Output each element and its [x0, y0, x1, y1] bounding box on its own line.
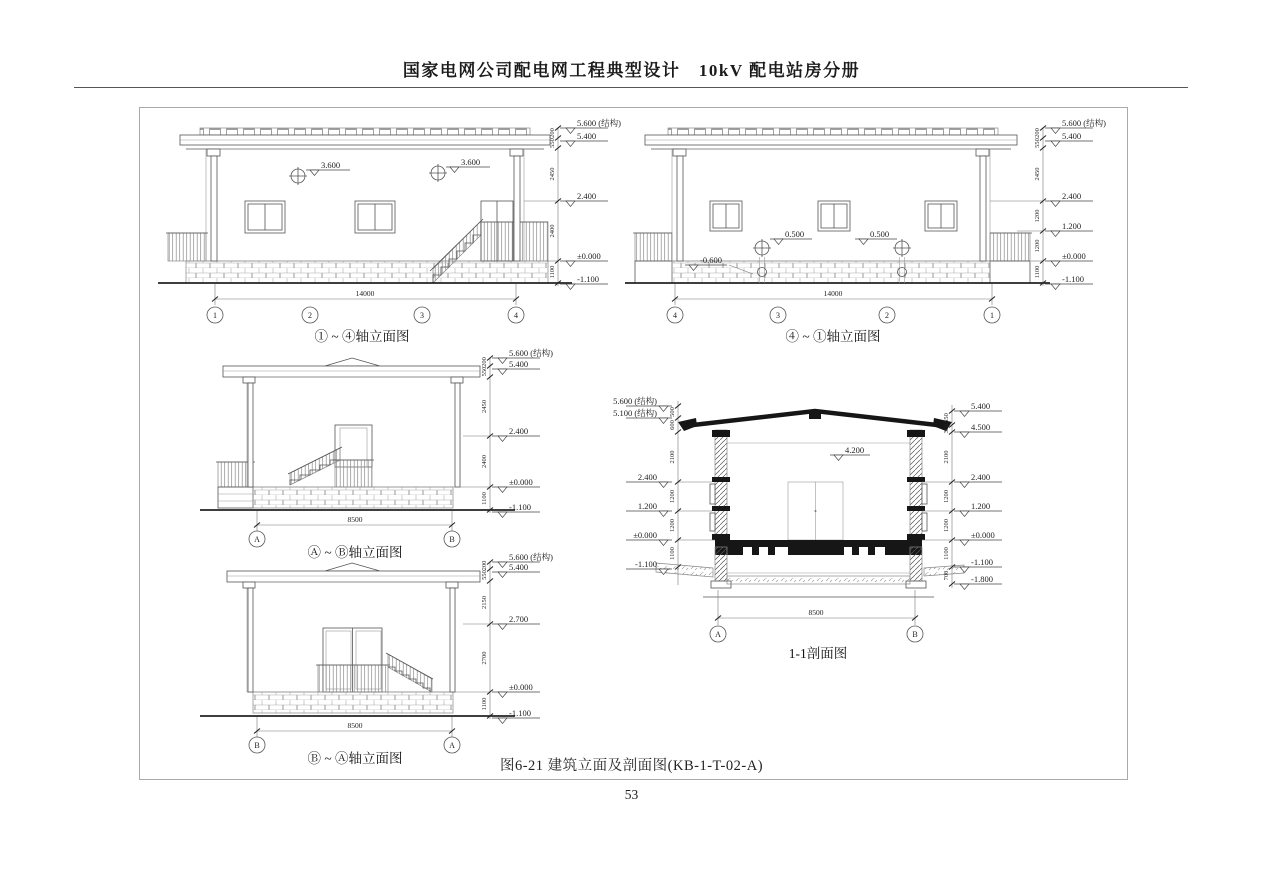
svg-text:1: 1: [990, 310, 994, 320]
brick-plinth: [253, 487, 453, 508]
svg-text:600: 600: [669, 420, 676, 430]
axis-bubble: [302, 307, 318, 323]
level-mark: [830, 445, 870, 461]
span-dimension: [212, 284, 519, 305]
axis-bubble: [444, 737, 460, 753]
window: [355, 201, 395, 233]
level-mark: [446, 157, 490, 173]
svg-text:B: B: [912, 629, 918, 639]
svg-text:1200: 1200: [1034, 239, 1041, 253]
level-mark: [492, 562, 540, 578]
axis-bubble: [508, 307, 524, 323]
svg-text:A: A: [449, 740, 455, 750]
svg-text:-1.800: -1.800: [971, 574, 993, 584]
railing: [316, 665, 390, 692]
svg-text:2100: 2100: [669, 450, 676, 464]
svg-text:0.500: 0.500: [870, 229, 890, 239]
axis-bubble: [710, 626, 726, 642]
svg-text:2450: 2450: [549, 167, 556, 181]
svg-text:2.400: 2.400: [1062, 191, 1082, 201]
level-mark: [560, 251, 608, 267]
svg-text:2.400: 2.400: [637, 472, 657, 482]
axis-bubble: [414, 307, 430, 323]
level-mark: [560, 191, 608, 207]
axis-bubble: [667, 307, 683, 323]
svg-text:1200: 1200: [669, 519, 676, 532]
elevation-1-4-drawing: [140, 108, 621, 358]
svg-text:4.500: 4.500: [971, 422, 991, 432]
svg-text:1200: 1200: [943, 490, 950, 503]
svg-text:2.700: 2.700: [509, 614, 529, 624]
svg-text:-1.100: -1.100: [1062, 274, 1084, 284]
level-mark: [1045, 191, 1093, 207]
svg-text:5.400: 5.400: [509, 562, 529, 572]
svg-text:1100: 1100: [669, 547, 676, 560]
level-mark: [1045, 131, 1093, 147]
svg-text:5.600 (结构): 5.600 (结构): [577, 118, 621, 128]
svg-text:1: 1: [213, 310, 217, 320]
svg-text:3.600: 3.600: [321, 160, 341, 170]
svg-text:-1.100: -1.100: [509, 502, 531, 512]
building-elevation: [158, 128, 572, 283]
svg-text:1100: 1100: [1034, 265, 1041, 279]
level-mark: [1045, 274, 1093, 290]
svg-text:2400: 2400: [549, 224, 556, 238]
level-mark: [492, 359, 540, 375]
svg-text:200: 200: [481, 560, 488, 571]
drawing-title: ① ~ ④轴立面图: [314, 329, 410, 344]
svg-text:3: 3: [776, 310, 780, 320]
svg-text:5.400: 5.400: [1062, 131, 1082, 141]
interior-door: [788, 482, 843, 540]
axis-bubble: [444, 531, 460, 547]
drawing-title: ④ ~ ①轴立面图: [785, 329, 881, 344]
downpipe-mark: [289, 167, 307, 185]
height-dimension-chain: [455, 560, 493, 720]
svg-text:550: 550: [1034, 138, 1041, 148]
svg-text:8500: 8500: [347, 515, 363, 524]
svg-text:±0.000: ±0.000: [971, 530, 995, 540]
svg-text:5.600 (结构): 5.600 (结构): [509, 552, 553, 562]
level-mark: [954, 574, 1002, 590]
level-mark: [954, 472, 1002, 488]
level-mark: [770, 229, 812, 245]
svg-text:2: 2: [885, 310, 889, 320]
column: [207, 149, 220, 261]
level-mark: [954, 422, 1002, 438]
level-mark: [1045, 251, 1093, 267]
svg-text:B: B: [254, 740, 260, 750]
figure-caption: 图6-21 建筑立面及剖面图(KB-1-T-02-A): [499, 758, 764, 774]
section-structure: [656, 410, 964, 597]
axis-bubble: [879, 307, 895, 323]
axis-bubble: [249, 531, 265, 547]
svg-text:2150: 2150: [481, 596, 488, 609]
railing: [990, 233, 1032, 283]
svg-text:5.600 (结构): 5.600 (结构): [509, 348, 553, 358]
svg-text:±0.000: ±0.000: [1062, 251, 1086, 261]
window: [245, 201, 285, 233]
svg-text:350: 350: [943, 423, 950, 434]
railing: [633, 233, 672, 283]
railing: [166, 233, 208, 261]
axis-bubble: [770, 307, 786, 323]
floor-slab: [715, 540, 922, 555]
svg-text:4: 4: [673, 310, 677, 320]
level-mark: [855, 229, 897, 245]
level-mark: [306, 160, 350, 176]
railing: [333, 460, 374, 487]
svg-text:2.400: 2.400: [509, 426, 529, 436]
svg-text:2.400: 2.400: [971, 472, 991, 482]
svg-text:1200: 1200: [1034, 209, 1041, 223]
column: [673, 149, 686, 261]
svg-text:A: A: [715, 629, 721, 639]
svg-text:8500: 8500: [347, 721, 363, 730]
svg-text:550: 550: [549, 138, 556, 148]
level-mark: [492, 682, 540, 698]
svg-text:2400: 2400: [481, 455, 488, 468]
svg-text:±0.000: ±0.000: [577, 251, 601, 261]
svg-text:550: 550: [481, 570, 488, 580]
svg-text:±0.000: ±0.000: [509, 682, 533, 692]
wall-section: [907, 430, 927, 540]
svg-text:2450: 2450: [481, 400, 488, 413]
svg-text:5.600 (结构): 5.600 (结构): [613, 396, 657, 406]
svg-text:3.600: 3.600: [461, 157, 481, 167]
svg-text:5.100 (结构): 5.100 (结构): [613, 408, 657, 418]
svg-text:4.200: 4.200: [845, 445, 865, 455]
svg-text:550: 550: [481, 366, 488, 377]
column: [446, 582, 458, 692]
elevation-a-b-drawing: [185, 345, 555, 560]
span-dimension: [254, 511, 455, 531]
svg-text:B: B: [449, 534, 455, 544]
svg-text:2.400: 2.400: [577, 191, 597, 201]
window: [925, 201, 957, 231]
span-dimension: [672, 284, 995, 305]
svg-text:5.400: 5.400: [509, 359, 529, 369]
svg-text:2450: 2450: [1034, 167, 1041, 181]
column: [243, 582, 255, 692]
axis-bubble: [984, 307, 1000, 323]
svg-text:5.400: 5.400: [577, 131, 597, 141]
svg-text:0.500: 0.500: [785, 229, 805, 239]
brick-plinth: [186, 261, 548, 283]
drawing-title: Ⓑ ~ Ⓐ轴立面图: [307, 751, 403, 766]
svg-text:-1.100: -1.100: [577, 274, 599, 284]
stairs: [288, 447, 342, 485]
drawing-title: Ⓐ ~ Ⓑ轴立面图: [307, 545, 403, 560]
svg-text:1200: 1200: [943, 519, 950, 532]
svg-text:2100: 2100: [943, 450, 950, 464]
column: [451, 377, 463, 487]
level-mark: [626, 501, 672, 517]
svg-text:1.200: 1.200: [1062, 221, 1082, 231]
level-mark: [492, 477, 540, 493]
svg-text:3: 3: [420, 310, 424, 320]
svg-text:1200: 1200: [669, 490, 676, 503]
page-number: 53: [624, 787, 639, 802]
wall-section: [710, 430, 730, 540]
svg-text:1100: 1100: [943, 547, 950, 560]
svg-text:-1.100: -1.100: [635, 559, 657, 569]
level-mark: [626, 530, 672, 546]
drawing-title: 1-1剖面图: [788, 646, 848, 661]
page-header: 国家电网公司配电网工程典型设计 10kV 配电站房分册: [402, 61, 861, 80]
level-mark: [954, 401, 1002, 417]
level-mark: [560, 274, 608, 290]
building-elevation: [625, 128, 1050, 283]
svg-text:500: 500: [669, 407, 676, 417]
svg-text:200: 200: [1034, 128, 1041, 138]
svg-text:14000: 14000: [823, 289, 843, 298]
span-dimension: [254, 717, 455, 737]
svg-text:5.400: 5.400: [971, 401, 991, 411]
level-mark: [954, 501, 1002, 517]
svg-text:700: 700: [943, 570, 950, 581]
elevation-4-1-drawing: [625, 108, 1106, 358]
level-mark: [954, 530, 1002, 546]
span-dimension: [715, 590, 918, 625]
building-elevation: [200, 560, 515, 716]
svg-text:2: 2: [308, 310, 312, 320]
header-rule: [74, 87, 1188, 88]
window: [710, 201, 742, 231]
svg-text:14000: 14000: [355, 289, 375, 298]
stairs: [386, 653, 433, 692]
brick-plinth: [253, 692, 453, 713]
level-mark: [626, 472, 672, 488]
svg-text:1.200: 1.200: [637, 501, 657, 511]
svg-text:8500: 8500: [808, 608, 824, 617]
svg-text:±0.000: ±0.000: [633, 530, 657, 540]
downpipe-mark: [429, 164, 447, 182]
svg-text:1100: 1100: [481, 492, 488, 505]
axis-bubble: [249, 737, 265, 753]
section-1-1-drawing: [600, 385, 1020, 665]
level-mark: [492, 614, 540, 630]
svg-text:-1.100: -1.100: [971, 557, 993, 567]
svg-text:1100: 1100: [481, 697, 488, 711]
height-dimension-chain-left: [669, 401, 715, 585]
axis-bubble: [207, 307, 223, 323]
level-mark: [560, 131, 608, 147]
axis-bubble: [907, 626, 923, 642]
svg-text:2700: 2700: [481, 651, 488, 665]
svg-text:1100: 1100: [549, 265, 556, 279]
svg-text:200: 200: [549, 128, 556, 138]
svg-text:1.200: 1.200: [971, 501, 991, 511]
svg-text:-0.600: -0.600: [700, 255, 722, 265]
svg-text:200: 200: [481, 357, 488, 367]
level-mark: [1045, 221, 1093, 237]
column: [976, 149, 989, 261]
level-mark: [492, 426, 540, 442]
svg-text:A: A: [254, 534, 260, 544]
height-dimension-chain: [990, 126, 1046, 287]
svg-text:-1.100: -1.100: [509, 708, 531, 718]
svg-text:5.600 (结构): 5.600 (结构): [1062, 118, 1106, 128]
svg-text:4: 4: [514, 310, 518, 320]
svg-text:550: 550: [943, 413, 950, 423]
window: [818, 201, 850, 231]
svg-text:±0.000: ±0.000: [509, 477, 533, 487]
elevation-b-a-drawing: [185, 550, 555, 778]
